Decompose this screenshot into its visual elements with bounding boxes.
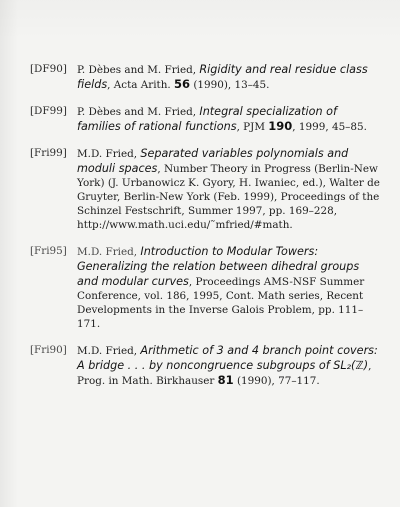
reference-source: , Proceedings AMS-NSF Summer Conference, vol. 186, 1995, Cont. Math series, Recent Developments in the Inverse Galois Problem, pp. 111–171. [77, 276, 365, 330]
reference-authors: P. Dèbes and M. Fried, [77, 106, 200, 118]
reference-key: [DF90] [30, 63, 67, 75]
reference-source: , Prog. in Math. Birkhauser [77, 360, 372, 387]
reference-entry-fri95 [30, 244, 382, 331]
reference-list [30, 62, 382, 400]
reference-authors: P. Dèbes and M. Fried, [77, 64, 200, 76]
reference-source: , Number Theory in Progress (Berlin-New York) (J. Urbanowicz K. Gyory, H. Iwaniec, ed.), Walter de Gruyter, Berlin-New York (Feb. 1999), Proceedings of the Schinzel Festschrift, Summer 1997, pp. 169–228, http://www.math.uci.edu/˜mfried/#math. [77, 163, 380, 231]
reference-source: , PJM [236, 121, 269, 133]
reference-entry-fri99 [30, 146, 382, 232]
reference-title: Arithmetic of 3 and 4 branch point covers: A bridge . . . by noncongruence subgroups of SL₂(ℤ) [77, 344, 378, 372]
reference-text [77, 62, 382, 92]
reference-text [77, 146, 382, 232]
reference-title: Rigidity and real residue class fields [77, 63, 368, 91]
reference-volume: 56 [174, 77, 191, 91]
reference-title: Integral specialization of families of rational functions [77, 105, 337, 133]
reference-title: Separated variables polynomials and moduli spaces [77, 147, 349, 175]
reference-title: Introduction to Modular Towers: Generalizing the relation between dihedral groups and modular curves [77, 245, 360, 288]
reference-key: [Fri90] [30, 344, 67, 356]
reference-key: [Fri95] [30, 245, 67, 257]
reference-text [77, 343, 382, 388]
reference-entry-df99 [30, 104, 382, 134]
reference-pages: (1990), 77–117. [233, 375, 320, 387]
reference-volume: 81 [217, 373, 234, 387]
reference-pages: (1990), 13–45. [190, 79, 270, 91]
reference-authors: M.D. Fried, [77, 246, 141, 258]
reference-volume: 190 [268, 119, 293, 133]
reference-authors: M.D. Fried, [77, 345, 141, 357]
reference-key: [DF99] [30, 105, 67, 117]
reference-entry-df90 [30, 62, 382, 92]
reference-text [77, 244, 382, 331]
reference-pages: , 1999, 45–85. [292, 121, 367, 133]
reference-text [77, 104, 382, 134]
reference-source: , Acta Arith. [107, 79, 175, 91]
reference-key: [Fri99] [30, 147, 67, 159]
reference-entry-fri90 [30, 343, 382, 388]
reference-authors: M.D. Fried, [77, 148, 141, 160]
